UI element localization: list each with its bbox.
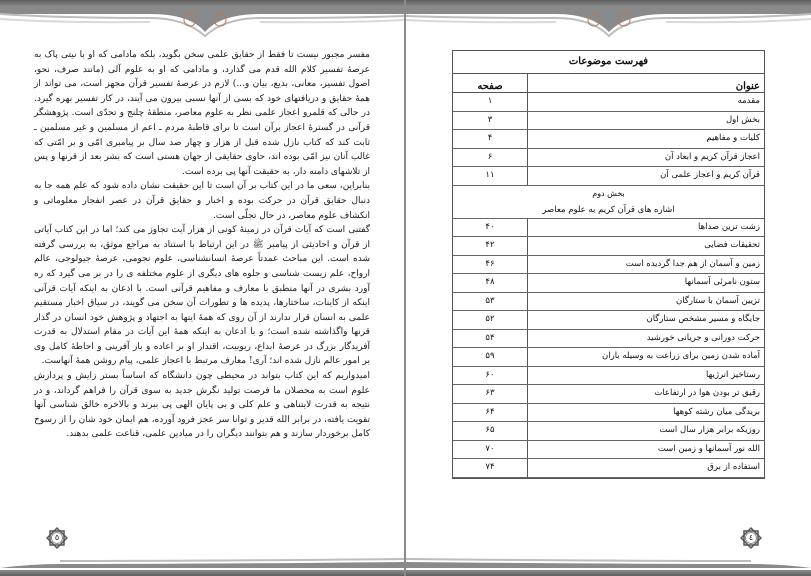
header-ornament xyxy=(406,0,811,40)
paragraph-2: بنابراین، سعی ما در این کتاب بر آن است تا این حقیقت نشان داده شود که علم همه جا به دنبال حقایق قرآن در حرکت بوده و اخبار و حقایق قرآن در عصر انفجار معلوماتی و انکشاف علوم معاصر، در حال تجلّی است. xyxy=(34,181,370,221)
toc-entry-title: ستون نامرئی آسمانها xyxy=(684,277,760,287)
toc-entry-page: ١١ xyxy=(453,167,528,185)
toc-entry-page: ۵۴ xyxy=(453,330,528,348)
toc-row[interactable] xyxy=(453,256,764,275)
toc-entry-title: قرآن کریم و اعجاز علمی آن xyxy=(660,170,760,180)
footer-bar xyxy=(0,570,404,576)
toc-entry-page: ٣ xyxy=(453,112,528,130)
toc-entry-title: زشت ترین صداها xyxy=(698,221,760,232)
toc-row[interactable] xyxy=(453,330,764,349)
toc-entry-title: بریدگی میان رشته کوهها xyxy=(673,406,760,417)
toc-col-page: صفحه xyxy=(453,74,528,92)
page-number: ٥ xyxy=(54,533,60,542)
toc-row[interactable] xyxy=(453,237,764,256)
toc-entry-title: استفاده از برق xyxy=(707,462,760,472)
toc-entry-title: رستاخیز انرژیها xyxy=(706,369,760,380)
toc-entry-page: ۴۶ xyxy=(453,256,528,274)
toc-entry-page: ۴٨ xyxy=(453,274,528,292)
toc-row[interactable] xyxy=(453,293,764,312)
toc-row[interactable] xyxy=(453,385,764,404)
toc-entry-title: مقدمه xyxy=(737,96,760,106)
toc-entry-page: ۵٣ xyxy=(453,293,528,311)
toc-entry-title: تحقیقات فضایی xyxy=(704,240,760,250)
toc-row[interactable] xyxy=(453,367,764,386)
page-number-badge xyxy=(740,527,762,549)
toc-row[interactable] xyxy=(453,404,764,423)
toc-title: فهرست موضوعات xyxy=(453,51,764,74)
toc-entry-page: ۵٩ xyxy=(453,348,528,366)
toc-row[interactable] xyxy=(453,112,764,131)
paragraph-3: گفتنی است که آیات قرآن در زمینهٔ کونی از هزار آیت تجاوز می کند؛ اما در این کتاب آیاتی از قرآن و احادیثی از پیامبر ﷺ در این ارتباط با استناد به مراجع موثق، به بررسی گرفته شده است. این مباحث عمدتاً عرصهٔ انسانشناسی، علوم نجومی، عرصهٔ جیولوجی، عالم ارواح، علم زیست شناسی و جلوه های دیگری از علوم مختلفه ی را در بر می گیرد که ره آورد بشری در آنها منطبق با معارف و مفاهیم قرآنی است. با اذعان به اینکه آیات قرآنی اینکه از کاینات، ساختارها، پدیده ها و تطورات آن سخن می گویند، در سیاق اخبار مستقیم علمی به انسان قرار ندارند از آن روی که همهٔ اینها به اجتهاد و پژوهش خود انسان در گذار قرنها واگذاشته شده است؛ و با اذعان به اینکه همهٔ این آیات در مقام استدلال به قدرت آفریدگار بزرگ در عرصهٔ ابداع، ربوبیت، اقتدار او بر اعاده و باز آفرینی و احاطهٔ کامل وی بر امور عالم نازل شده اند؛ آری! معارف مرتبط با اعجاز علمی، پیام روشن همهٔ آنهاست. xyxy=(34,225,370,367)
toc-table xyxy=(452,50,765,479)
toc-entry-page: ۴ xyxy=(453,130,528,148)
left-page xyxy=(0,0,405,576)
toc-entry-page: ۴٠ xyxy=(453,219,528,237)
toc-entry-page: ۴٢ xyxy=(453,237,528,255)
toc-row[interactable] xyxy=(453,130,764,149)
toc-entry-title: رقیق تر بودن هوا در ارتفاعات xyxy=(654,388,760,398)
toc-header-row xyxy=(453,74,764,93)
toc-entry-page: ۶٠ xyxy=(453,367,528,385)
toc-entry-page: ۶٣ xyxy=(453,385,528,403)
section-2-heading: بخش دوم xyxy=(592,188,625,198)
paragraph-4: امیدواریم که این کتاب بتواند در محیطی چون دانشگاه که اساساً بستر زایش و پردازش علوم است به محصلان ما فرصت تولید نگرش جدید به سوی قرآن را فراهم گرداند، و در نتیجه به قدرت لایتناهی و علم کلی و بی پایان الهی پی ببرند و بالاخره خالق شناسی آنها تقویت یافته، در برابر الله قدیر و توانا سر عجز فرود آورده، هم ایمان خود شان را از رسوخ کامل برخوردار سازند و هم بتوانند دیگران را در میادین علمی، قناعت علمی بدهند. xyxy=(34,371,370,440)
paragraph-1: مفسر مجبور نیست تا فقط از حقایق علمی سخن بگوید، بلکه مادامی که او با نیتی پاک به عرصهٔ تفسیر کلام الله قدم می گذارد، و مادامی که او به علوم آلی (مانند صرف، نحو، اصول تفسیر، معانی، بدیع، بیان و...) لازم در عرصهٔ تفسیر قرآن مجهز است، می تواند از همهٔ حقایق و دریافتهای خود که بسی از آنها نسبی بیرون می آیند، در کار تفسیر بهره گیرد. در حالی که قلمرو اعجاز علمی نظر به علوم معاصر، منطقهٔ چلنج و تحدّی است. پژوهشگر قرآنی در گسترهٔ اعجاز برآن است تا برای قاطبهٔ مردم ـ اعم از مسلمین و غیر مسلمین ـ ثابت کند که کتاب نازل شده قبل از هزار و چهار صد سال بر پیامبری امّی و بر امّتی که غالب آنان نیز امّی بوده اند، حاوی حقایقی از جهان هستی است که بشر بعد از قرنها و پس از تلاشهای دامنه دار، به حقیقت آنها پی برده است. xyxy=(34,50,370,177)
toc-row[interactable] xyxy=(453,348,764,367)
toc-entry-page: ۶۵ xyxy=(453,422,528,440)
toc-entry-title: کلیات و مفاهیم xyxy=(706,133,760,143)
toc-col-title: عنوان xyxy=(735,81,760,92)
page-number-badge xyxy=(46,527,68,549)
toc-section-2-heading xyxy=(453,186,764,219)
toc-section-1 xyxy=(453,93,764,186)
toc-entry-title: تزیین آسمان با ستارگان xyxy=(675,295,760,306)
toc-entry-title: بخش اول xyxy=(725,114,760,125)
toc-row[interactable] xyxy=(453,219,764,238)
toc-row[interactable] xyxy=(453,93,764,112)
page-number: ٤ xyxy=(748,533,754,542)
toc-entry-page: ۶۴ xyxy=(453,404,528,422)
body-text xyxy=(34,48,370,442)
toc-entry-page: ۶ xyxy=(453,149,528,167)
right-page xyxy=(406,0,811,576)
toc-entry-title: روزیکه برابر هزار سال است xyxy=(659,425,760,435)
toc-row[interactable] xyxy=(453,422,764,441)
section-2-subheading: اشاره های قرآن کریم به علوم معاصر xyxy=(542,204,675,215)
toc-row[interactable] xyxy=(453,149,764,168)
header-ornament xyxy=(0,0,404,40)
toc-row[interactable] xyxy=(453,167,764,186)
toc-section-2 xyxy=(453,219,764,478)
toc-entry-page: ٧٠ xyxy=(453,441,528,459)
toc-entry-title: اعجاز قرآن کریم و ابعاد آن xyxy=(664,151,760,162)
toc-entry-title: جایگاه و مسیر مشخص ستارگان xyxy=(646,314,760,324)
toc-entry-page: ٧۴ xyxy=(453,459,528,477)
toc-entry-title: الله نور آسمانها و زمین است xyxy=(657,443,760,454)
toc-entry-page: ۵٢ xyxy=(453,311,528,329)
toc-entry-title: حرکت دورانی و جریانی خورشید xyxy=(646,332,760,343)
toc-entry-page: ١ xyxy=(453,93,528,111)
toc-row[interactable] xyxy=(453,441,764,460)
toc-entry-title: آماده شدن زمین برای زراعت به وسیله باران xyxy=(602,351,760,361)
toc-row[interactable] xyxy=(453,311,764,330)
toc-row[interactable] xyxy=(453,459,764,478)
footer-bar xyxy=(406,570,811,576)
toc-entry-title: زمین و آسمان از هم جدا گردیده است xyxy=(625,258,760,269)
toc-row[interactable] xyxy=(453,274,764,293)
